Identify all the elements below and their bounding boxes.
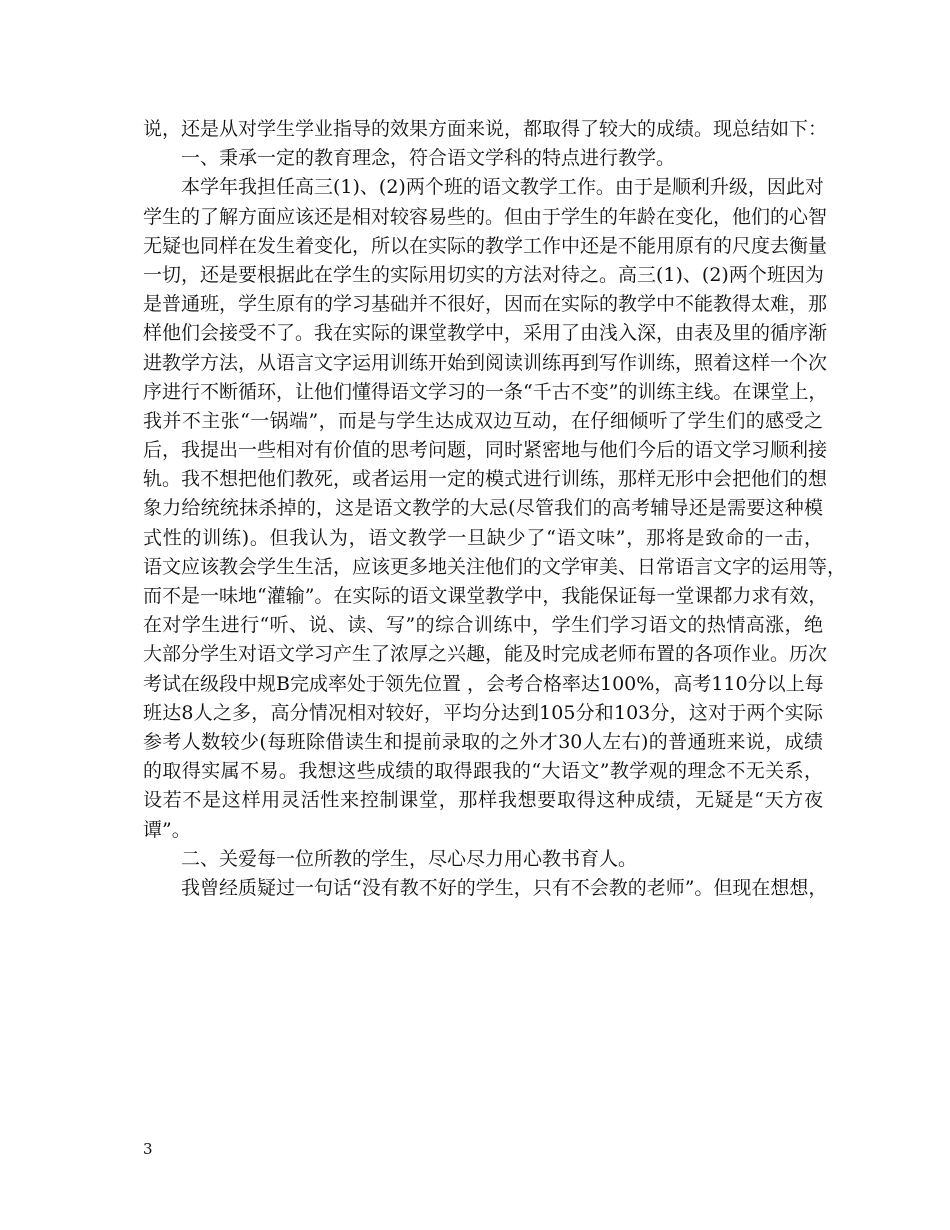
text-line: 一、秉承一定的教育理念，符合语文学科的特点进行教学。	[181, 147, 676, 170]
text-line: 而不是一味地“灌输”。在实际的语文课堂教学中，我能保证每一堂课都力求有效，	[143, 585, 828, 607]
document-body	[143, 115, 847, 903]
text-line: 说，还是从对学生学业指导的效果方面来说，都取得了较大的成绩。现总结如下：	[143, 118, 828, 140]
text-line: 学生的了解方面应该还是相对较容易些的。但由于学生的年龄在变化，他们的心智	[143, 205, 828, 228]
text-line: 是普通班，学生原有的学习基础并不很好，因而在实际的教学中不能教得太难，那	[143, 293, 828, 316]
text-line: 一切，还是要根据此在学生的实际用切实的方法对待之。高三(1)、(2)两个班因为	[143, 263, 824, 286]
text-line: 语文应该教会学生生活，应该更多地关注他们的文学审美、日常语言文字的运用等，	[143, 555, 847, 578]
text-line: 考试在级段中规B完成率处于领先位置 ，会考合格率达100%，高考110分以上每	[143, 672, 824, 695]
text-line: 样他们会接受不了。我在实际的课堂教学中，采用了由浅入深，由表及里的循序渐	[143, 322, 828, 345]
text-line: 无疑也同样在发生着变化，所以在实际的教学工作中还是不能用原有的尺度去衡量	[143, 234, 828, 257]
text-line: 式性的训练)。但我认为，语文教学一旦缺少了“语文味”，那将是致命的一击，	[143, 526, 823, 549]
text-line: 谭”。	[143, 818, 191, 841]
text-line: 象力给统统抹杀掉的，这是语文教学的大忌(尽管我们的高考辅导还是需要这种模	[143, 497, 823, 520]
text-line: 参考人数较少(每班除借读生和提前录取的之外才30人左右)的普通班来说，成绩	[143, 730, 823, 753]
text-line: 我并不主张“一锅端”，而是与学生达成双边互动，在仔细倾听了学生们的感受之	[143, 409, 823, 432]
text-line: 进教学方法，从语言文字运用训练开始到阅读训练再到写作训练，照着这样一个次	[143, 351, 828, 374]
text-line: 设若不是这样用灵活性来控制课堂，那样我想要取得这种成绩，无疑是“天方夜	[143, 789, 823, 812]
text-line: 本学年我担任高三(1)、(2)两个班的语文教学工作。由于是顺利升级，因此对	[181, 176, 824, 199]
text-line: 在对学生进行“听、说、读、写”的综合训练中，学生们学习语文的热情高涨，绝	[143, 614, 823, 637]
text-line: 大部分学生对语文学习产生了浓厚之兴趣，能及时完成老师布置的各项作业。历次	[143, 643, 828, 666]
text-line: 二、关爱每一位所教的学生，尽心尽力用心教书育人。	[181, 847, 638, 870]
text-line: 序进行不断循环，让他们懂得语文学习的一条“千古不变”的训练主线。在课堂上，	[143, 380, 828, 403]
text-line: 我曾经质疑过一句话“没有教不好的学生，只有不会教的老师”。但现在想想，	[181, 876, 828, 899]
page-number: 3	[143, 1140, 153, 1158]
text-line: 后，我提出一些相对有价值的思考问题，同时紧密地与他们今后的语文学习顺利接	[143, 439, 828, 462]
text-line: 轨。我不想把他们教死，或者运用一定的模式进行训练，那样无形中会把他们的想	[143, 468, 828, 491]
text-line: 的取得实属不易。我想这些成绩的取得跟我的“大语文”教学观的理念不无关系，	[143, 760, 823, 783]
text-line: 班达8人之多，高分情况相对较好，平均分达到105分和103分，这对于两个实际	[143, 701, 823, 724]
